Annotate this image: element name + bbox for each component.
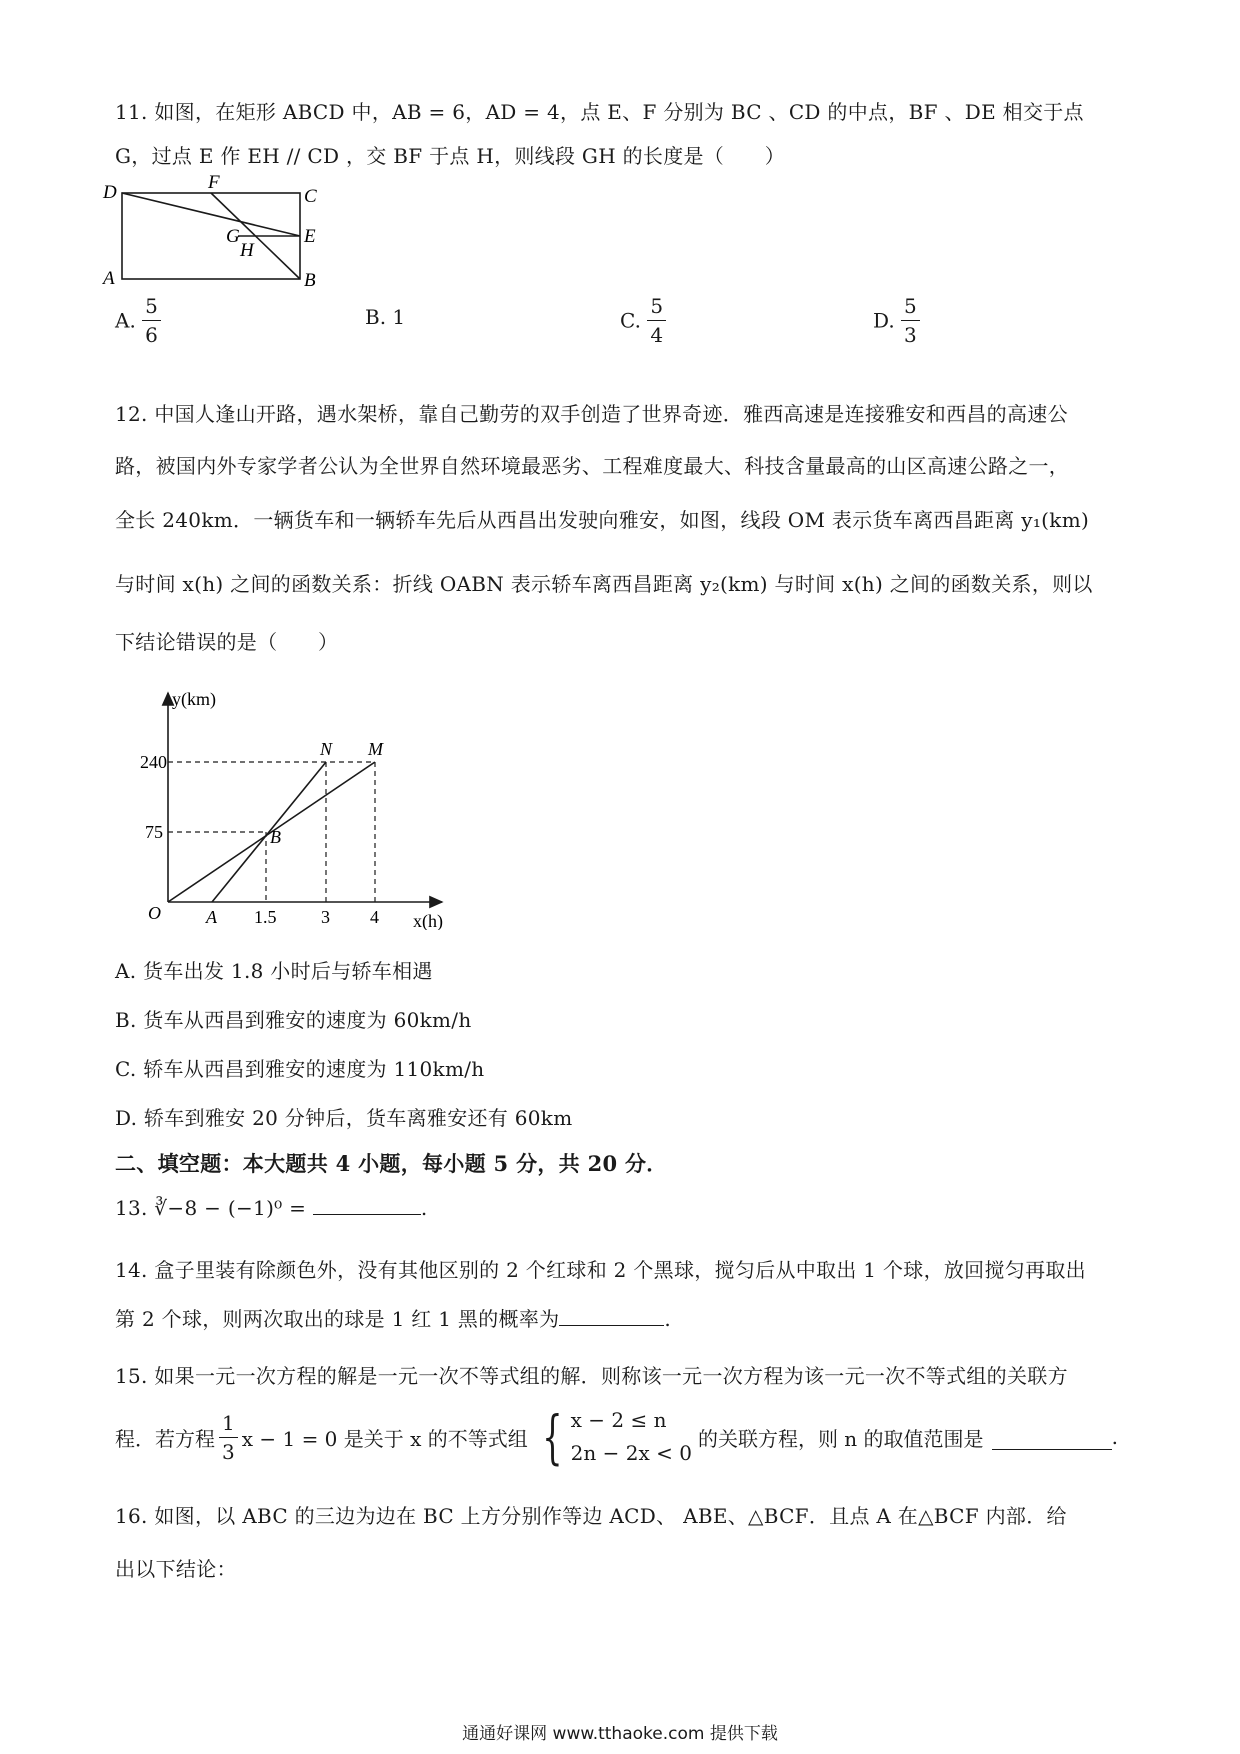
graph-tick-240: 240 — [140, 752, 167, 772]
q11-line-2: G，过点 E 作 EH // CD ，交 BF 于点 H，则线段 GH 的长度是（ ） — [115, 144, 785, 168]
graph-tick-4: 4 — [370, 907, 379, 927]
q12-option-c: C. 轿车从西昌到雅安的速度为 110km/h — [115, 1057, 485, 1081]
q11-option-d — [873, 292, 920, 349]
q14-line-2-text: 第 2 个球，则两次取出的球是 1 红 1 黑的概率为 — [115, 1307, 560, 1331]
q12-line-3: 全长 240km．一辆货车和一辆轿车先后从西昌出发驶向雅安，如图，线段 OM 表示货车离西昌距离 y₁(km) — [115, 508, 1090, 532]
q15-equation: x − 1 = 0 是关于 x 的不等式组 — [241, 1426, 528, 1451]
q15-pre: 程．若方程 — [115, 1426, 215, 1451]
q15-line-1: 15. 如果一元一次方程的解是一元一次不等式组的解．则称该一元一次方程为该一元一次不等式组的关联方 — [115, 1364, 1068, 1388]
q12-option-b: B. 货车从西昌到雅安的速度为 60km/h — [115, 1008, 472, 1032]
q11-option-a — [115, 292, 161, 349]
q12-option-d: D. 轿车到雅安 20 分钟后，货车离雅安还有 60km — [115, 1106, 573, 1130]
q11-line-1: 11. 如图，在矩形 ABCD 中，AB = 6，AD = 4，点 E、F 分别为 BC 、CD 的中点，BF 、DE 相交于点 — [115, 100, 1084, 124]
q13-answer-blank — [313, 1214, 421, 1215]
graph-point-M: M — [368, 739, 383, 759]
fig-label-D: D — [103, 182, 117, 203]
q11-option-c-denominator: 4 — [650, 323, 664, 347]
q15-inequality-2: 2n − 2x < 0 — [570, 1441, 692, 1465]
q15-fraction-denominator: 3 — [222, 1439, 235, 1464]
q13-prefix: 13. — [115, 1196, 148, 1220]
q11-option-a-numerator: 5 — [142, 292, 161, 321]
page-footer: 通通好课网 www.tthaoke.com 提供下载 — [462, 1724, 778, 1744]
q12-line-2: 路，被国内外专家学者公认为全世界自然环境最恶劣、工程难度最大、科技含量最高的山区高速公路之一， — [115, 454, 1070, 478]
q12-distance-time-graph — [140, 685, 460, 930]
q15-line-2 — [115, 1404, 1118, 1470]
q12-line-4: 与时间 x(h) 之间的函数关系：折线 OABN 表示轿车离西昌距离 y₂(km) 与时间 x(h) 之间的函数关系，则以 — [115, 572, 1093, 596]
fig-label-A: A — [103, 268, 115, 289]
graph-point-B: B — [270, 827, 281, 847]
q13-line — [115, 1196, 428, 1220]
q11-option-a-fraction — [142, 292, 161, 349]
q15-inequality-1: x − 2 ≤ n — [570, 1408, 667, 1432]
q13-expression: ∛−8 − (−1)⁰ = — [154, 1196, 307, 1220]
fig-label-E: E — [304, 226, 316, 247]
graph-point-A: A — [206, 907, 217, 927]
graph-ylabel: y(km) — [172, 689, 216, 709]
q11-option-d-fraction — [901, 292, 920, 349]
q11-option-c-numerator: 5 — [647, 292, 666, 321]
q11-option-d-label: D. — [873, 308, 895, 333]
q13-suffix: . — [420, 1196, 428, 1220]
q12-line-5: 下结论错误的是（ ） — [115, 630, 339, 654]
graph-origin: O — [148, 903, 161, 923]
q16-line-1: 16. 如图，以 ABC 的三边为边在 BC 上方分别作等边 ACD、 ABE、△BCF．且点 A 在△BCF 内部．给 — [115, 1504, 1067, 1528]
q11-option-c-fraction — [647, 292, 666, 349]
q11-option-c-label: C. — [620, 308, 641, 333]
q15-suffix: . — [1111, 1425, 1118, 1449]
q15-post: 的关联方程，则 n 的取值范围是 — [697, 1426, 984, 1451]
q15-fraction — [219, 1409, 238, 1466]
q11-option-b: B. 1 — [365, 305, 406, 329]
fig-label-F: F — [208, 172, 220, 193]
q15-inequality-system — [534, 1404, 692, 1470]
fig-label-H: H — [240, 240, 254, 261]
section-2-heading: 二、填空题：本大题共 4 小题，每小题 5 分，共 20 分． — [115, 1151, 668, 1176]
q14-line-1: 14. 盒子里装有除颜色外，没有其他区别的 2 个红球和 2 个黑球，搅匀后从中取出 1 个球，放回搅匀再取出 — [115, 1258, 1086, 1282]
fig-label-C: C — [304, 186, 317, 207]
graph-tick-1-5: 1.5 — [254, 907, 277, 927]
q11-option-c — [620, 292, 666, 349]
q15-brace-icon: { — [542, 1403, 563, 1471]
q14-answer-blank — [559, 1325, 664, 1326]
q15-answer-blank — [992, 1425, 1112, 1450]
fig-label-B: B — [304, 270, 316, 291]
q11-option-a-denominator: 6 — [145, 323, 158, 347]
q11-option-d-denominator: 3 — [904, 323, 917, 347]
q12-option-a: A. 货车出发 1.8 小时后与轿车相遇 — [115, 959, 433, 983]
q11-rectangle-figure — [100, 168, 340, 293]
q11-option-a-label: A. — [115, 308, 136, 333]
q14-line-2 — [115, 1303, 671, 1332]
q14-suffix: . — [664, 1307, 672, 1331]
q12-line-1: 12. 中国人逢山开路，遇水架桥，靠自己勤劳的双手创造了世界奇迹．雅西高速是连接雅安和西昌的高速公 — [115, 402, 1068, 426]
q16-line-2: 出以下结论： — [115, 1557, 237, 1581]
graph-tick-3: 3 — [321, 907, 330, 927]
fig-label-G: G — [226, 226, 240, 247]
q15-fraction-numerator: 1 — [219, 1409, 238, 1438]
graph-xlabel: x(h) — [413, 911, 443, 930]
graph-tick-75: 75 — [145, 822, 163, 842]
q11-option-d-numerator: 5 — [901, 292, 920, 321]
graph-point-N: N — [320, 739, 333, 759]
